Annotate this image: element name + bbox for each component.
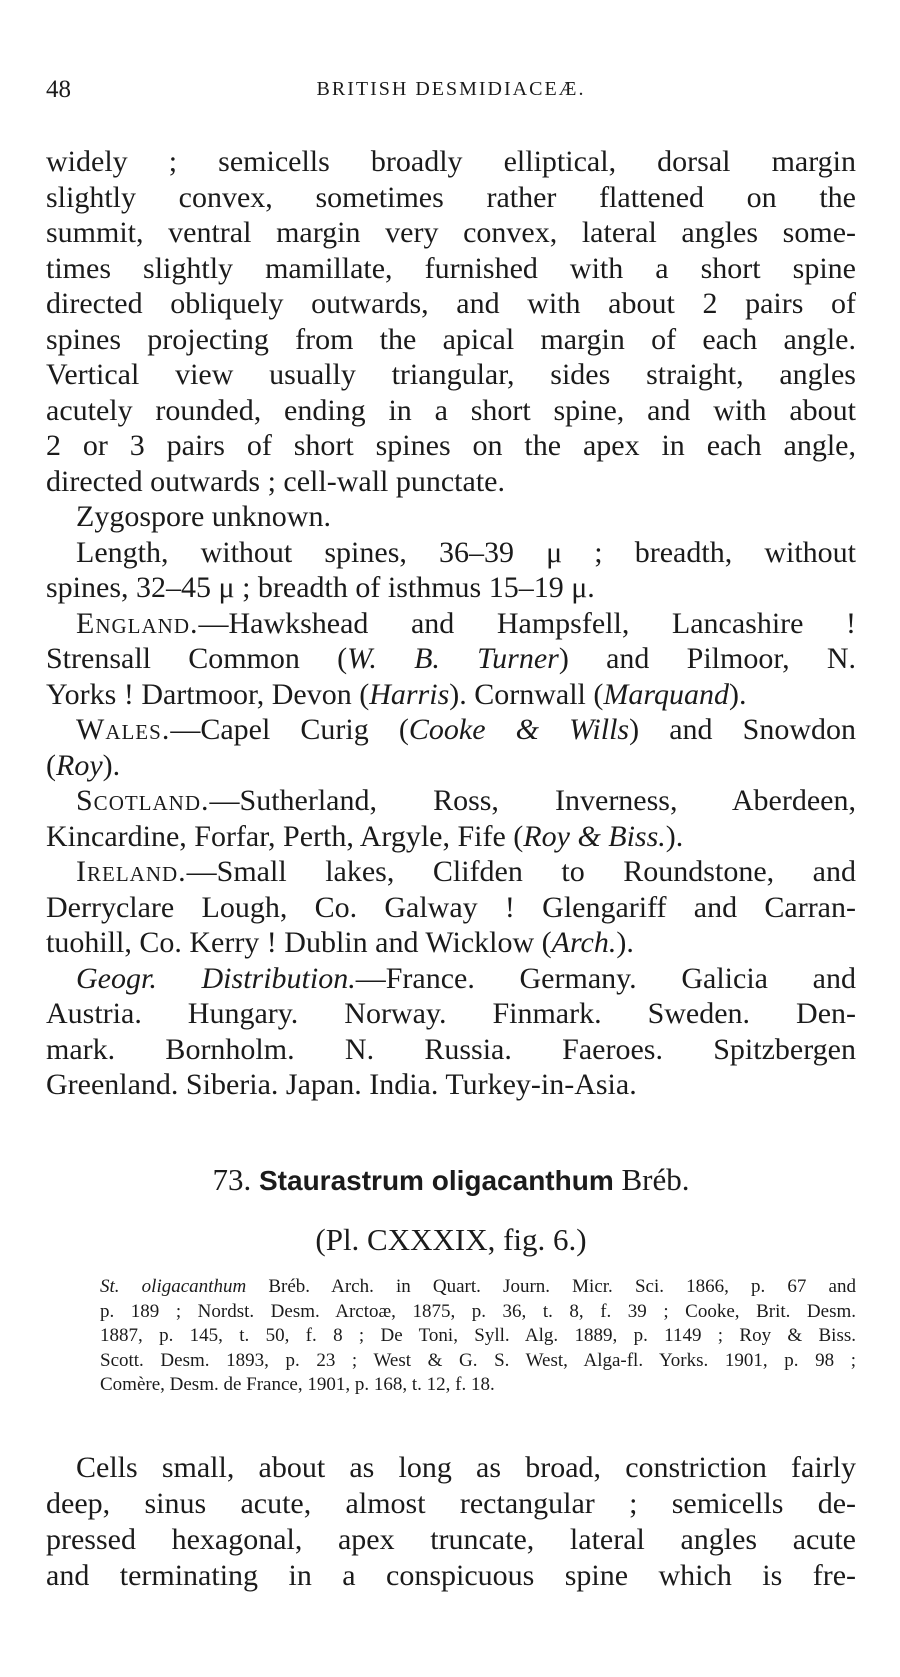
bibliographic-references (100, 1275, 856, 1398)
collector-name: Harris (369, 677, 450, 711)
description-line: widely ; semicells broadly elliptical, dorsal margin (46, 145, 856, 178)
wales-line: (Roy). (46, 748, 121, 782)
description-line: acutely rounded, ending in a short spine, and with about (46, 393, 856, 427)
region-label-england: England. (76, 606, 199, 640)
geographic-distribution-line: Austria. Hungary. Norway. Finmark. Sweden. Den- (46, 997, 856, 1030)
collector-name: Cooke & Wills (408, 713, 630, 746)
collector-name: Arch. (551, 926, 617, 959)
england-line: Yorks ! Dartmoor, Devon (Harris). Cornwall (Marquand). (46, 677, 747, 711)
description-line: Vertical view usually triangular, sides straight, angles (46, 358, 856, 391)
description-line: times slightly mamillate, furnished with a short spine (46, 251, 856, 285)
reference-line: Comère, Desm. de France, 1901, p. 168, t. 12, f. 18. (100, 1374, 495, 1395)
reference-line: Scott. Desm. 1893, p. 23 ; West & G. S. West, Alga-fl. Yorks. 1901, p. 98 ; (100, 1349, 856, 1371)
description-line: directed obliquely outwards, and with about 2 pairs of (46, 287, 856, 320)
england-line: Strensall Common (W. B. Turner) and Pilmoor, N. (46, 642, 857, 675)
scotland-line: Scotland.—Sutherland, Ross, Inverness, Aberdeen, (76, 784, 856, 817)
ireland-line: Ireland.—Small lakes, Clifden to Roundstone, and (76, 855, 856, 888)
species-72-text (46, 144, 856, 1103)
collector-name: Marquand (603, 677, 729, 711)
description-line: Cells small, about as long as broad, constriction fairly (76, 1451, 856, 1484)
geographic-distribution-line: Geogr. Distribution.—France. Germany. Galicia and (76, 961, 856, 995)
ireland-line: Derryclare Lough, Co. Galway ! Glengariff and Carran- (46, 890, 856, 924)
measurement-line: spines, 32–45 μ ; breadth of isthmus 15–19 μ. (46, 571, 595, 604)
reference-line: p. 189 ; Nordst. Desm. Arctoæ, 1875, p. 36, t. 8, f. 39 ; Cooke, Brit. Desm. (100, 1300, 856, 1322)
page-number: 48 (46, 76, 71, 103)
description-line: and terminating in a conspicuous spine which is fre- (46, 1559, 856, 1592)
page-header (46, 76, 856, 110)
species-authority: Bréb. (621, 1162, 690, 1197)
ireland-line: tuohill, Co. Kerry ! Dublin and Wicklow (Arch.). (46, 926, 634, 959)
measurement-line: Length, without spines, 36–39 μ ; breadth, without (76, 535, 856, 569)
england-line: England.—Hawkshead and Hampsfell, Lancashire ! (76, 606, 856, 640)
plate-reference: (Pl. CXXXIX, fig. 6.) (315, 1222, 587, 1257)
collector-name: Roy & Biss. (523, 819, 666, 853)
collector-name: Roy (56, 748, 103, 782)
region-label-scotland: Scotland. (76, 784, 210, 817)
running-head: BRITISH DESMIDIACEÆ. (316, 78, 586, 100)
species-73-description (46, 1450, 856, 1594)
species-number: 73. (212, 1162, 252, 1197)
species-heading (46, 1162, 856, 1198)
region-label-wales: Wales. (76, 713, 171, 746)
reference-line: 1887, p. 145, t. 50, f. 8 ; De Toni, Syll. Alg. 1889, p. 1149 ; Roy & Biss. (100, 1325, 856, 1346)
description-line: pressed hexagonal, apex truncate, lateral angles acute (46, 1523, 856, 1556)
description-line: 2 or 3 pairs of short spines on the apex in each angle, (46, 429, 856, 462)
species-abbreviation: St. oligacanthum (100, 1276, 247, 1297)
region-label-ireland: Ireland. (76, 855, 187, 888)
description-line: directed outwards ; cell-wall punctate. (46, 464, 505, 498)
reference-line: St. oligacanthum Bréb. Arch. in Quart. Journ. Micr. Sci. 1866, p. 67 and (100, 1276, 856, 1297)
wales-line: Wales.—Capel Curig (Cooke & Wills) and Snowdon (76, 713, 856, 746)
scotland-line: Kincardine, Forfar, Perth, Argyle, Fife (Roy & Biss.). (46, 819, 684, 853)
geographic-distribution-line: mark. Bornholm. N. Russia. Faeroes. Spitzbergen (46, 1032, 856, 1066)
collector-name: W. B. Turner (347, 642, 559, 675)
zygospore-note: Zygospore unknown. (76, 500, 331, 533)
description-line: spines projecting from the apical margin of each angle. (46, 322, 856, 356)
geographic-distribution-label: Geogr. Distribution. (76, 961, 356, 995)
description-line: slightly convex, sometimes rather flattened on the (46, 180, 856, 214)
geographic-distribution-line: Greenland. Siberia. Japan. India. Turkey-in-Asia. (46, 1068, 637, 1101)
description-line: deep, sinus acute, almost rectangular ; semicells de- (46, 1487, 856, 1520)
description-line: summit, ventral margin very convex, lateral angles some- (46, 216, 856, 249)
species-name: Staurastrum oligacanthum (259, 1165, 614, 1196)
